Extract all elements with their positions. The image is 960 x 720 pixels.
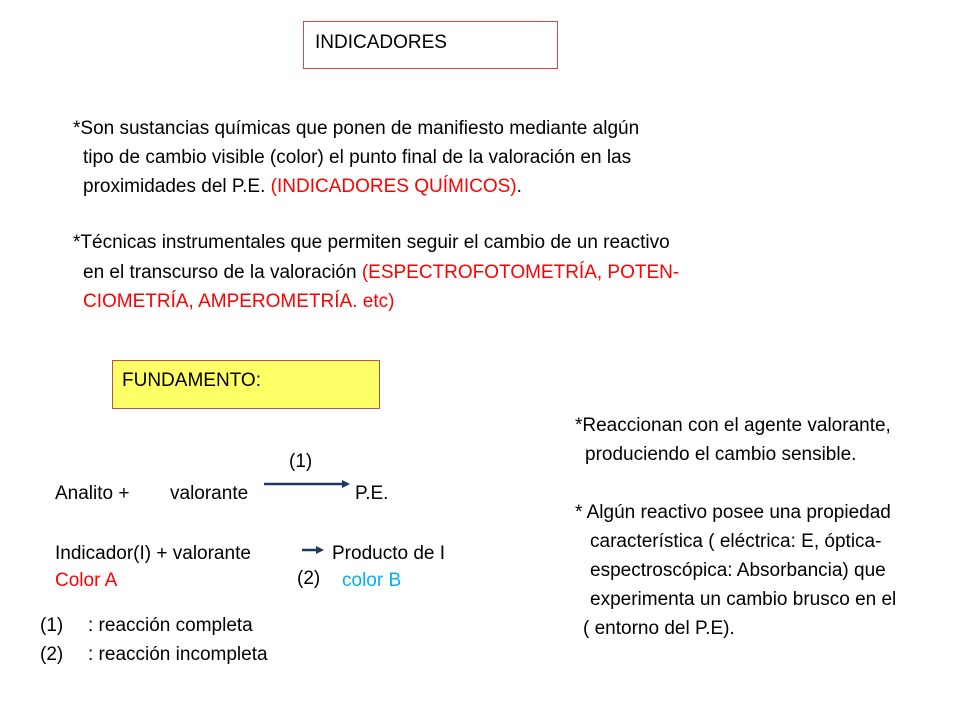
reaction2-marker: (2) — [297, 568, 321, 589]
intro-p2-line2-plain: en el transcurso de la valoración — [83, 262, 362, 283]
intro-p2-line1: *Técnicas instrumentales que permiten seguir el cambio de un reactivo — [73, 232, 670, 253]
reaction1-valorante: valorante — [170, 483, 249, 504]
intro-p1-line1: *Son sustancias químicas que ponen de manifiesto mediante algún — [73, 118, 640, 139]
intro-p2-highlight: (ESPECTROFOTOMETRÍA, POTEN- — [361, 262, 680, 283]
title-label: INDICADORES — [315, 32, 447, 53]
note2-line3: espectroscópica: Absorbancia) que — [590, 560, 886, 581]
reaction2-right: Producto de I — [332, 543, 446, 564]
intro-p1-line2: tipo de cambio visible (color) el punto final de la valoración en las — [83, 147, 632, 168]
intro-p1-highlight: (INDICADORES QUÍMICOS) — [270, 176, 517, 197]
intro-p1-line3-plain: proximidades del P.E. — [83, 176, 271, 197]
note2-line5: ( entorno del P.E). — [583, 618, 735, 639]
intro-p1-line3-end: . — [516, 176, 522, 197]
note2-line1: * Algún reactivo posee una propiedad — [575, 502, 891, 523]
legend-num-1: (1) — [40, 615, 64, 636]
legend-text-2: : reacción incompleta — [88, 644, 268, 665]
legend-num-2: (2) — [40, 644, 64, 665]
color-a-label: Color A — [55, 570, 118, 591]
color-b-label: color B — [342, 570, 402, 591]
reaction2-left: Indicador(I) + valorante — [55, 543, 251, 564]
legend-text-1: : reacción completa — [88, 615, 253, 636]
note2-line4: experimenta un cambio brusco en el — [590, 589, 897, 610]
reaction1-analito: Analito + — [55, 483, 130, 504]
fundamento-label: FUNDAMENTO: — [122, 370, 261, 391]
intro-p2-line3: CIOMETRÍA, AMPEROMETRÍA. etc) — [83, 291, 395, 312]
note1-line1: *Reaccionan con el agente valorante, — [575, 415, 891, 436]
reaction1-product: P.E. — [355, 483, 389, 504]
reaction1-marker: (1) — [289, 451, 313, 472]
note1-line2: produciendo el cambio sensible. — [585, 444, 857, 465]
note2-line2: característica ( eléctrica: E, óptica- — [590, 531, 882, 552]
